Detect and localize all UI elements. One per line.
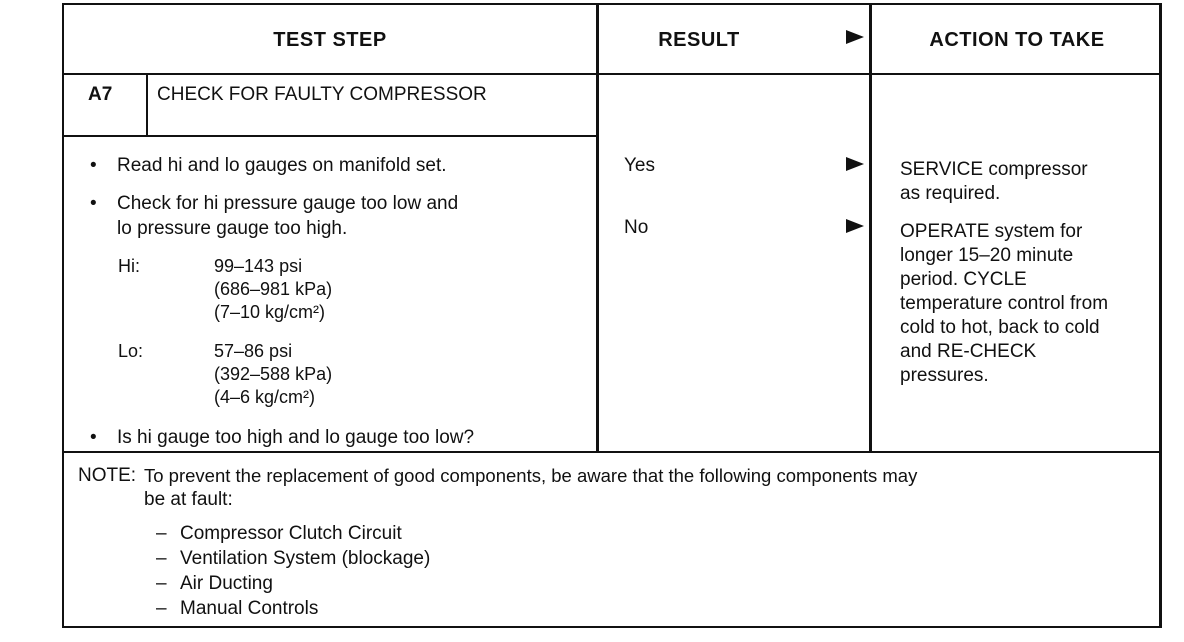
test-step-table — [62, 3, 1162, 628]
action-no-line-3: period. CYCLE — [900, 269, 1027, 290]
instruction-check-pressure-1: Check for hi pressure gauge too low and — [117, 193, 459, 214]
note-item: Manual Controls — [180, 598, 319, 619]
note-item-dash: – — [156, 598, 167, 619]
header-action: ACTION TO TAKE — [929, 28, 1105, 51]
hi-psi: 99–143 psi — [214, 256, 303, 276]
lo-kpa: (392–588 kPa) — [214, 364, 333, 384]
lo-psi: 57–86 psi — [214, 341, 293, 361]
bullet-icon: • — [90, 427, 97, 448]
result-yes: Yes — [624, 155, 655, 176]
action-no-line-2: longer 15–20 minute — [900, 245, 1074, 266]
action-no-line-5: cold to hot, back to cold — [900, 317, 1100, 338]
note-item: Ventilation System (blockage) — [180, 548, 431, 569]
note-item-dash: – — [156, 573, 167, 594]
header-test-step: TEST STEP — [273, 28, 387, 51]
note-line-2: be at fault: — [144, 489, 233, 510]
action-no-line-4: temperature control from — [900, 293, 1109, 314]
note-item-dash: – — [156, 548, 167, 569]
hi-label: Hi: — [118, 256, 140, 276]
action-no-line-1: OPERATE system for — [900, 221, 1083, 242]
action-no-line-7: pressures. — [900, 365, 989, 386]
instruction-check-pressure-2: lo pressure gauge too high. — [117, 218, 348, 239]
action-no-line-6: and RE-CHECK — [900, 341, 1037, 362]
result-no-arrow-icon — [846, 219, 864, 233]
header-result: RESULT — [658, 28, 740, 51]
result-yes-arrow-icon — [846, 157, 864, 171]
hi-kpa: (686–981 kPa) — [214, 279, 333, 299]
note-item: Compressor Clutch Circuit — [180, 523, 402, 544]
note-item-dash: – — [156, 523, 167, 544]
hi-kgcm: (7–10 kg/cm²) — [214, 302, 326, 322]
bullet-icon: • — [90, 193, 97, 214]
note-item: Air Ducting — [180, 573, 273, 594]
header-arrow-icon — [846, 30, 864, 44]
action-yes-line-1: SERVICE compressor — [900, 159, 1088, 180]
lo-label: Lo: — [118, 341, 144, 361]
action-yes-line-2: as required. — [900, 183, 1001, 204]
lo-kgcm: (4–6 kg/cm²) — [214, 387, 316, 407]
result-no: No — [624, 217, 649, 238]
step-title: CHECK FOR FAULTY COMPRESSOR — [157, 84, 487, 105]
instruction-question: Is hi gauge too high and lo gauge too low? — [117, 427, 475, 448]
note-divider — [64, 451, 1162, 453]
instruction-read-gauges: Read hi and lo gauges on manifold set. — [117, 155, 447, 176]
step-title-divider — [64, 135, 597, 137]
note-line-1: To prevent the replacement of good components, be aware that the following components may — [144, 465, 918, 486]
note-label: NOTE: — [78, 465, 137, 486]
step-id: A7 — [88, 84, 113, 105]
step-id-divider — [146, 75, 148, 136]
bullet-icon: • — [90, 155, 97, 176]
